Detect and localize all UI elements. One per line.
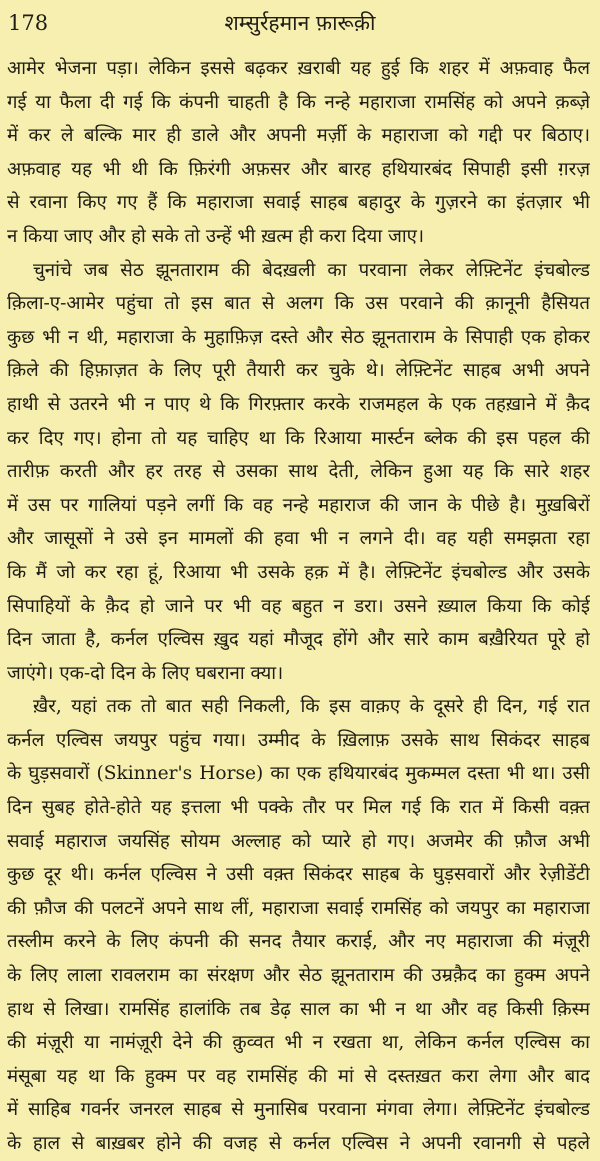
text-line: में साहिब गवर्नर जनरल साहब से मुनासिब परवाना मंगवा लेगा। लेफ़्टिनेंट इंचबोल्ड [7,1099,590,1121]
text-line: दिन जाता है, कर्नल एल्विस ख़ुद यहां मौजूद होंगे और सारे काम बख़ैरियत पूरे हो [7,629,590,651]
page-number: 178 [8,11,49,35]
text-line: तस्लीम करने के लिए कंपनी की सनद तैयार कराई, और नए महाराजा की मंज़ूरी [7,931,590,953]
text-line: क़िला-ए-आमेर पहुंचा तो इस बात से अलग कि उस परवाने की क़ानूनी हैसियत [7,293,590,315]
text-line: दिन सुबह होते-होते यह इत्तला भी पक्के तौर पर मिल गई कि रात में किसी वक़्त [7,797,590,819]
text-line: कि मैं जो कर रहा हूं, रिआया भी उसके हक़ में है। लेफ़्टिनेंट इंचबोल्ड और उसके [7,561,590,583]
text-line: से रवाना किए गए हैं कि महाराजा सवाई साहब बहादुर के गुज़रने का इंतज़ार भी [7,192,590,214]
page-header [0,0,600,48]
text-line: सिपाहियों के क़ैद हो जाने पर भी वह बहुत न डरा। उसने ख़्याल किया कि कोई [7,595,590,617]
text-line: मंसूबा यह था कि हुक्म पर वह रामसिंह की मां से दस्तख़त करा लेगा और बाद [7,1065,590,1087]
text-line: सवाई महाराज जयसिंह सोयम अल्लाह को प्यारे हो गए। अजमेर की फ़ौज अभी [7,830,590,852]
text-line: के हाल से बाख़बर होने की वजह से कर्नल एल्विस ने अपनी रवानगी से पहले [7,1133,590,1154]
text-line: कर दिए गए। होना तो यह चाहिए था कि रिआया मार्स्टन ब्लेक की इस पहल की [7,427,590,449]
text-line: हाथ से लिखा। रामसिंह हालांकि तब डेढ़ साल का भी न था और वह किसी क़िस्म [7,998,590,1020]
text-line: चुनांचे जब सेठ झूनताराम की बेदख़ली का परवाना लेकर लेफ़्टिनेंट इंचबोल्ड [33,259,590,281]
text-line: की मंज़ूरी या नामंज़ूरी देने की क़ुव्वत भी न रखता था, लेकिन कर्नल एल्विस का [7,1032,590,1054]
text-line: जाएंगे। एक-दो दिन के लिए घबराना क्या। [7,662,284,684]
text-line: के घुड़सवारों (Skinner's Horse) का एक हथियारबंद मुकम्मल दस्ता भी था। उसी [7,763,590,785]
text-line: में उस पर गालियां पड़ने लगीं कि वह नन्हे महाराज की जान के पीछे है। मुख़बिरों [7,494,590,516]
text-line: में कर ले बल्कि मार ही डाले और अपनी मर्ज़ी के महाराजा को गद्दी पर बिठाए। [7,125,590,147]
text-line: कुछ दूर थी। कर्नल एल्विस ने उसी वक़्त सिकंदर साहब के घुड़सवारों और रेज़ीडेंटी [7,864,590,886]
body-text [7,52,590,1161]
text-line: ख़ैर, यहां तक तो बात सही निकली, कि इस वाक़ए के दूसरे ही दिन, गई रात [33,696,590,718]
text-line: तारीफ़ करती और हर तरह से उसका साथ देती, लेकिन हुआ यह कि सारे शहर [7,461,590,483]
text-line: अफ़वाह यह भी थी कि फ़िरंगी अफ़सर और बारह हथियारबंद सिपाही इसी ग़रज़ [7,158,590,180]
text-line: कुछ भी न थी, महाराजा के मुहाफ़िज़ दस्ते और सेठ झूनताराम के सिपाही एक होकर [7,326,590,348]
text-line: न किया जाए और हो सके तो उन्हें भी ख़त्म ही करा दिया जाए। [7,225,425,247]
text-line: कर्नल एल्विस जयपुर पहुंच गया। उम्मीद के ख़िलाफ़ उसके साथ सिकंदर साहब [7,729,590,751]
text-line: की फ़ौज की पलटनें अपने साथ लीं, महाराजा सवाई रामसिंह को जयपुर का महाराजा [7,897,590,919]
paragraph-2 [7,254,590,691]
text-line: के लिए लाला रावलराम का संरक्षण और सेठ झूनताराम की उम्रक़ैद का हुक्म अपने [7,965,590,987]
running-title: शम्सुर्रहमान फ़ारूक़ी [224,11,376,35]
text-line: क़िले की हिफ़ाज़त के लिए पूरी तैयारी कर चुके थे। लेफ़्टिनेंट साहब अभी अपने [7,360,590,382]
paragraph-1 [7,52,590,254]
text-line: और जासूसों ने उसे इन मामलों की हवा भी न लगने दी। वह यही समझता रहा [7,528,590,550]
text-line: आमेर भेजना पड़ा। लेकिन इससे बढ़कर ख़राबी यह हुई कि शहर में अफ़वाह फैल [7,58,590,79]
text-line: हाथी से उतरने भी न पाए थे कि गिरफ़्तार करके राजमहल के एक तहख़ाने में क़ैद [7,393,590,415]
text-line: गई या फैला दी गई कि कंपनी चाहती है कि नन्हे महाराजा रामसिंह को अपने क़ब्ज़े [7,91,590,113]
paragraph-3 [7,690,590,1160]
